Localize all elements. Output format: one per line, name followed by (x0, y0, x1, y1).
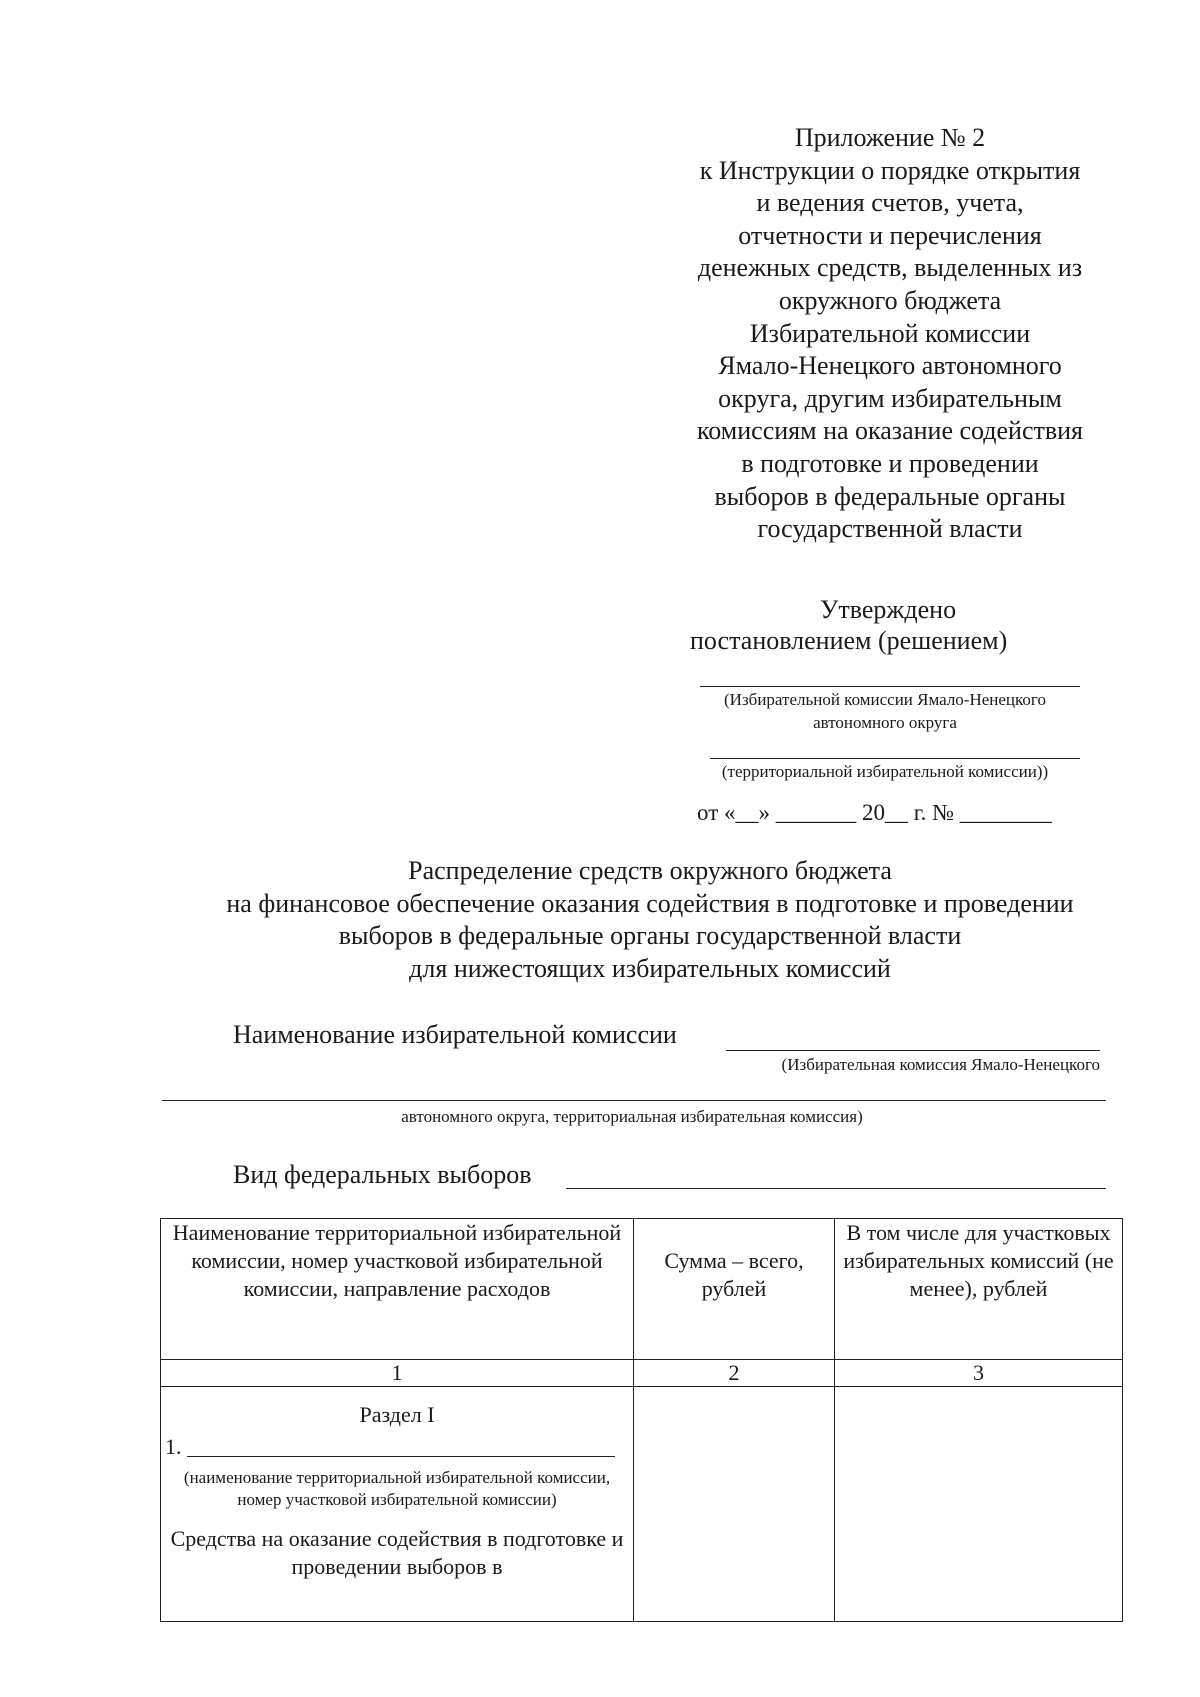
commission-name-field[interactable] (726, 1050, 1100, 1051)
header-name: Наименование территориальной избирательной комиссии, номер участковой избирательной комиссии, направление расходов (161, 1219, 634, 1360)
appendix-line: комиссиям на оказание содействия (696, 416, 1084, 446)
commission-caption-2-text: автономного округа, территориальная избирательная комиссия) (401, 1107, 863, 1126)
appendix-line: окружного бюджета (778, 285, 1002, 315)
izbirkom-caption-line: автономного округа (813, 713, 957, 732)
appendix-line: выборов в федеральные органы (714, 481, 1066, 511)
appendix-line: в подготовке и проведении (741, 448, 1039, 478)
header-for-precinct: В том числе для участковых избирательных комиссий (не менее), рублей (835, 1219, 1123, 1360)
approved-title: Утверждено (820, 595, 957, 624)
izbirkom-caption-line: (Избирательной комиссии Ямало-Ненецкого (724, 690, 1046, 709)
appendix-line: к Инструкции о порядке открытия (699, 155, 1081, 185)
table-row (161, 1387, 1123, 1622)
column-number: 3 (835, 1360, 1123, 1387)
commission-name-label: Наименование избирательной комиссии (233, 1020, 677, 1049)
document-title-line: выборов в федеральные органы государственной власти (338, 921, 962, 951)
column-number: 2 (634, 1360, 835, 1387)
column-number: 1 (161, 1360, 634, 1387)
document-title-line: для нижестоящих избирательных комиссий (409, 953, 891, 983)
commission-caption-1: (Избирательная комиссия Ямало-Ненецкого (781, 1055, 1100, 1074)
territorial-caption: (территориальной избирательной комиссии)) (721, 762, 1049, 781)
sum-total-cell[interactable] (634, 1387, 835, 1622)
document-title (150, 855, 1150, 985)
table-header-row (161, 1219, 1123, 1360)
appendix-line: отчетности и перечисления (738, 220, 1042, 250)
item-caption: (наименование территориальной избирательной комиссии, номер участковой избирательной комиссии) (183, 1468, 611, 1509)
appendix-line: округа, другим избирательным (718, 383, 1062, 413)
distribution-table (160, 1218, 1123, 1622)
appendix-line: государственной власти (757, 514, 1023, 544)
precinct-sum-cell[interactable] (835, 1387, 1123, 1622)
header-sum-total (634, 1219, 835, 1360)
section-cell (161, 1387, 634, 1622)
document-title-line: Распределение средств окружного бюджета (408, 856, 892, 885)
appendix-line: и ведения счетов, учета, (756, 188, 1024, 218)
item-row (165, 1433, 629, 1461)
section-title: Раздел I (359, 1402, 435, 1427)
commission-name-field-line2[interactable] (162, 1100, 1106, 1101)
appendix-header (660, 122, 1120, 546)
territorial-blank-line (710, 758, 1080, 759)
approval-dateline: от «__» _______ 20__ г. № ________ (697, 800, 1052, 825)
item-number: 1. (165, 1434, 182, 1459)
appendix-line: Ямало-Ненецкого автономного (718, 351, 1062, 381)
appendix-line: Приложение № 2 (794, 123, 986, 152)
approved-by: постановлением (решением) (690, 626, 1008, 655)
izbirkom-caption (690, 688, 1080, 734)
appendix-line: денежных средств, выделенных из (697, 253, 1083, 283)
izbirkom-blank-line (700, 686, 1080, 687)
election-type-field[interactable] (566, 1188, 1106, 1189)
election-type-label: Вид федеральных выборов (233, 1160, 532, 1189)
document-title-line: на финансовое обеспечение оказания содействия в подготовке и проведении (226, 888, 1074, 918)
item-text: Средства на оказание содействия в подготовке и проведении выборов в (170, 1526, 624, 1579)
item-name-field[interactable] (187, 1456, 615, 1457)
appendix-line: Избирательной комиссии (749, 318, 1031, 348)
header-sum-total-text: Сумма – всего, рублей (664, 1248, 804, 1301)
table-number-row (161, 1360, 1123, 1387)
commission-caption-2 (160, 1105, 1104, 1128)
